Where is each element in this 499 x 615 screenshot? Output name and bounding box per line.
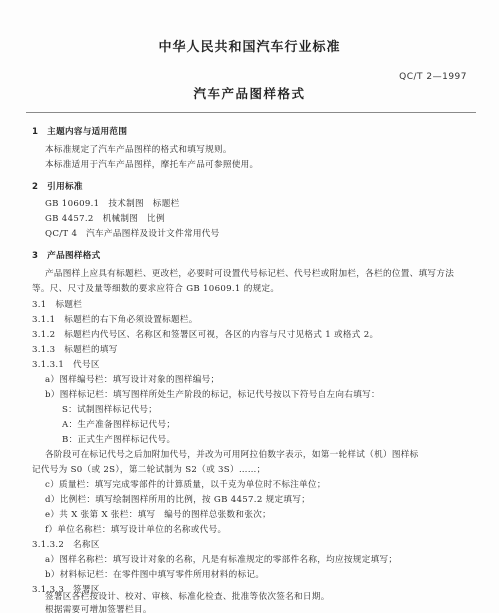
paragraph-line: 本标准适用于汽车产品图样，摩托车产品可参照使用。	[45, 160, 259, 170]
subclause-heading: 3.1.3.3 签署区	[32, 585, 100, 595]
list-item: e）共 X 张第 X 张栏：填写 编号的图样总张数和张次；	[45, 510, 272, 520]
paragraph-line: 签署区各栏按设计、校对、审核、标准化检查、批准等依次签名和日期。	[45, 592, 330, 602]
reference-line: GB 4457.2 机械制图 比例	[45, 214, 165, 224]
section-heading: 2 引用标准	[32, 182, 83, 192]
standard-number: QC/T 2—1997	[399, 72, 467, 82]
document-title: 汽车产品图样格式	[193, 86, 306, 101]
list-item: a）图样名称栏：填写设计对象的名称，凡是有标准规定的零部件名称，均应按规定填写；	[45, 555, 398, 565]
list-subitem: S：试制图样标记代号；	[62, 405, 158, 415]
paragraph-line: 根据需要可增加签署栏目。	[45, 605, 152, 615]
list-item: c）质量栏：填写完成零部件的计算质量，以千克为单位时不标注单位；	[45, 480, 326, 490]
list-subitem: B：正式生产图样标记代号。	[62, 435, 176, 445]
subclause-heading: 3.1.3.1 代号区	[32, 360, 100, 370]
list-item: b）材料标记栏：在零件图中填写零件所用材料的标记。	[45, 570, 265, 580]
paragraph-line: 各阶段可在标记代号之后加附加代号，并改为可用阿拉伯数字表示，如第一轮样试（机）图样标	[45, 450, 419, 460]
list-item: d）比例栏：填写绘制图样所用的比例，按 GB 4457.2 规定填写；	[45, 495, 311, 505]
list-item: f）单位名称栏：填写设计单位的名称或代号。	[45, 525, 227, 535]
reference-line: GB 10609.1 技术制图 标题栏	[45, 199, 180, 209]
subclause-heading: 3.1.3.2 名称区	[32, 540, 100, 550]
paragraph-line: 等。尺、尺寸及量等细数的要求应符合 GB 10609.1 的规定。	[32, 284, 280, 294]
paragraph-line: 记代号为 S0（或 2S），第二轮试制为 S2（或 3S）……；	[32, 465, 266, 475]
clause-line: 3.1.3 标题栏的填写	[32, 345, 118, 355]
reference-line: QC/T 4 汽车产品图样及设计文件常用代号	[45, 229, 220, 239]
clause-line: 3.1.1 标题栏的右下角必须设置标题栏。	[32, 315, 198, 325]
standard-org-title: 中华人民共和国汽车行业标准	[158, 40, 341, 55]
clause-line: 3.1.2 标题栏内代号区、名称区和签署区可视，各区的内容与尺寸见格式 1 或格式 2。	[32, 330, 379, 340]
list-item: b）图样标记栏：填写图样所处生产阶段的标记，标记代号按以下符号自左向右填写：	[45, 390, 380, 400]
list-item: a）图样编号栏：填写设计对象的图样编号；	[45, 375, 220, 385]
paragraph-line: 产品图样上应具有标题栏、更改栏，必要时可设置代号标记栏、代号栏或附加栏，各栏的位置、填写方法	[45, 269, 455, 279]
clause-line: 3.1 标题栏	[32, 300, 83, 310]
list-subitem: A：生产准备图样标记代号；	[62, 420, 176, 430]
section-heading: 1 主题内容与适用范围	[32, 127, 128, 137]
section-heading: 3 产品图样格式	[32, 251, 101, 261]
title-divider	[26, 112, 476, 113]
paragraph-line: 本标准规定了汽车产品图样的格式和填写规则。	[45, 145, 232, 155]
